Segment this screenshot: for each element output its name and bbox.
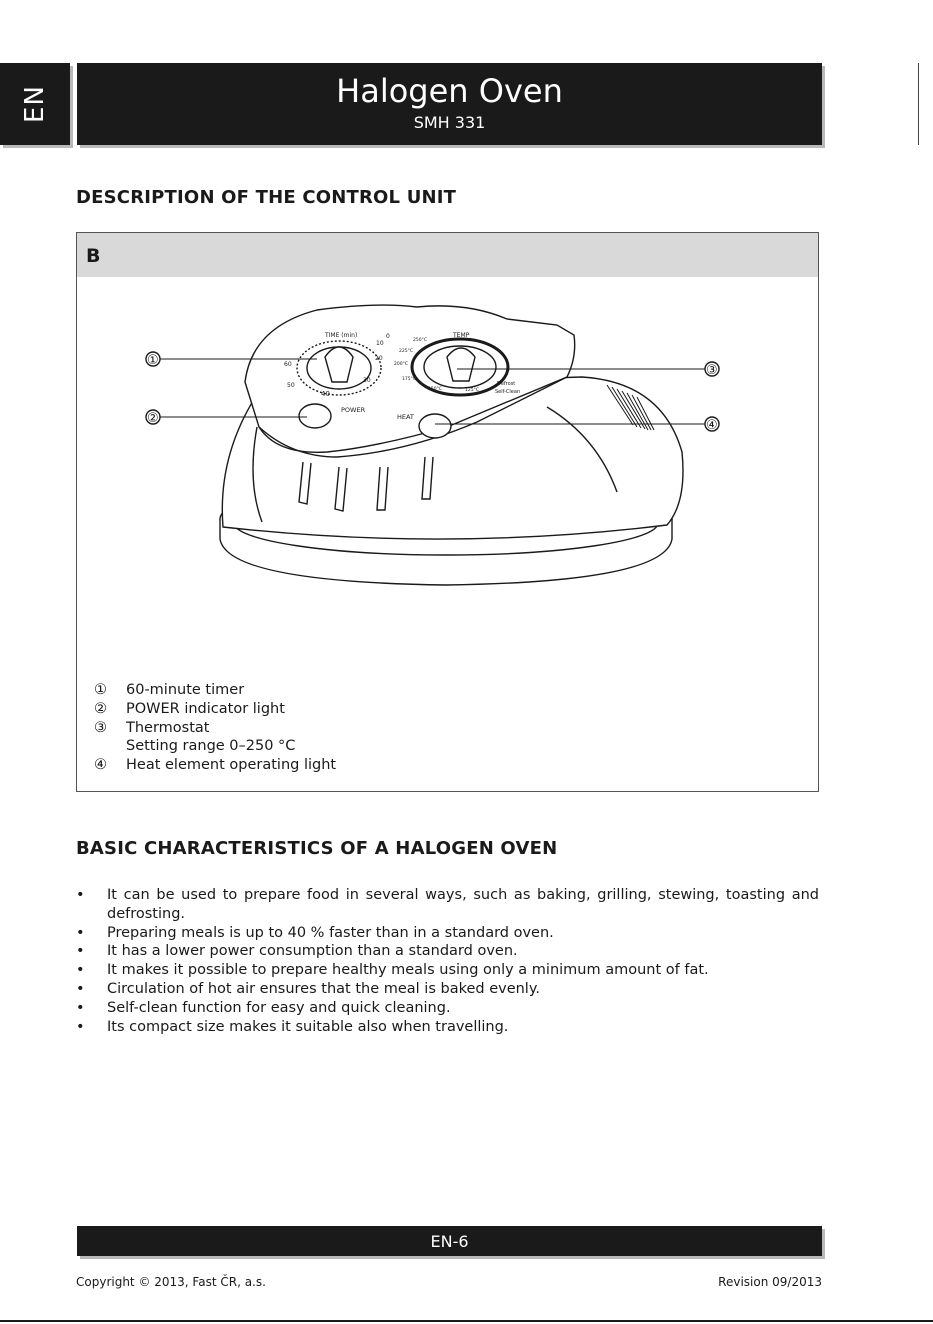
legend-number: ① — [94, 682, 107, 698]
list-item-text: Preparing meals is up to 40 % faster than in a standard oven. — [107, 924, 554, 941]
svg-text:60: 60 — [284, 361, 292, 368]
svg-text:125°C: 125°C — [465, 388, 479, 393]
bullet: • — [76, 980, 85, 997]
bullet: • — [76, 924, 85, 941]
bullet: • — [76, 999, 85, 1016]
legend-text: POWER indicator light — [126, 700, 285, 717]
svg-text:HEAT: HEAT — [397, 413, 414, 421]
figure-legend — [94, 681, 336, 775]
svg-text:0: 0 — [386, 333, 390, 340]
footer-page-number: EN-6 — [77, 1226, 822, 1256]
svg-text:④: ④ — [706, 418, 718, 433]
list-item-text: It can be used to prepare food in several ways, such as baking, grilling, stewing, toasting and defrosting. — [107, 887, 819, 922]
list-item-text: Self-clean function for easy and quick cleaning. — [107, 999, 451, 1016]
language-tab-label: EN — [19, 85, 50, 123]
legend-item — [94, 756, 336, 775]
legend-text: Heat element operating light — [126, 757, 337, 774]
list-item-text: Circulation of hot air ensures that the meal is baked evenly. — [107, 980, 540, 997]
model-number: SMH 331 — [413, 113, 486, 132]
bullet: • — [76, 887, 85, 903]
list-item-text: It has a lower power consumption than a standard oven. — [107, 943, 518, 960]
legend-item — [94, 737, 336, 756]
legend-number — [94, 737, 126, 756]
svg-text:30: 30 — [363, 377, 371, 384]
list-item — [76, 1018, 819, 1037]
section-heading-control-unit: DESCRIPTION OF THE CONTROL UNIT — [76, 187, 457, 208]
legend-item — [94, 719, 336, 738]
list-item — [76, 924, 819, 943]
figure-b — [76, 232, 819, 792]
svg-text:Self-Clean: Self-Clean — [495, 389, 521, 395]
list-item — [76, 999, 819, 1018]
svg-text:40: 40 — [321, 390, 330, 398]
svg-text:③: ③ — [706, 363, 718, 378]
svg-text:Defrost: Defrost — [497, 381, 516, 387]
list-item — [76, 886, 819, 924]
svg-text:250°C: 250°C — [413, 338, 427, 343]
legend-number: ② — [94, 700, 107, 717]
list-item-text: It makes it possible to prepare healthy meals using only a minimum amount of fat. — [107, 962, 709, 979]
svg-text:TIME (min): TIME (min) — [325, 332, 358, 339]
svg-text:225°C: 225°C — [399, 349, 413, 354]
bullet: • — [76, 1018, 85, 1035]
legend-item — [94, 681, 336, 700]
legend-number: ③ — [94, 719, 107, 736]
svg-text:50: 50 — [287, 382, 295, 389]
copyright-notice: Copyright © 2013, Fast ČR, a.s. — [76, 1275, 266, 1289]
halogen-oven-illustration — [77, 277, 818, 677]
svg-text:150°C: 150°C — [428, 387, 442, 392]
list-item — [76, 961, 819, 980]
list-item — [76, 980, 819, 999]
legend-text: Thermostat — [126, 719, 210, 736]
page-title: Halogen Oven — [336, 72, 563, 110]
list-item — [76, 942, 819, 961]
revision-note: Revision 09/2013 — [718, 1275, 822, 1289]
characteristics-list — [76, 886, 819, 1036]
svg-text:200°C: 200°C — [394, 362, 408, 367]
svg-text:10: 10 — [376, 340, 384, 347]
svg-text:175°C: 175°C — [402, 377, 416, 382]
legend-text: Setting range 0–250 °C — [126, 738, 296, 755]
bullet: • — [76, 962, 85, 979]
svg-text:TEMP: TEMP — [453, 332, 470, 339]
page-header — [77, 63, 822, 145]
legend-text: 60-minute timer — [126, 682, 245, 698]
bullet: • — [76, 943, 85, 960]
svg-text:②: ② — [147, 411, 159, 426]
list-item-text: Its compact size makes it suitable also when travelling. — [107, 1018, 509, 1035]
figure-label: B — [77, 233, 818, 277]
legend-number: ④ — [94, 757, 107, 774]
svg-text:①: ① — [147, 353, 159, 368]
svg-text:POWER: POWER — [341, 406, 366, 414]
bottom-rule — [0, 1320, 933, 1322]
edge-rule — [918, 63, 919, 145]
section-heading-characteristics: BASIC CHARACTERISTICS OF A HALOGEN OVEN — [76, 838, 558, 859]
legend-item — [94, 700, 336, 719]
language-tab — [0, 63, 70, 145]
svg-text:20: 20 — [375, 355, 383, 362]
